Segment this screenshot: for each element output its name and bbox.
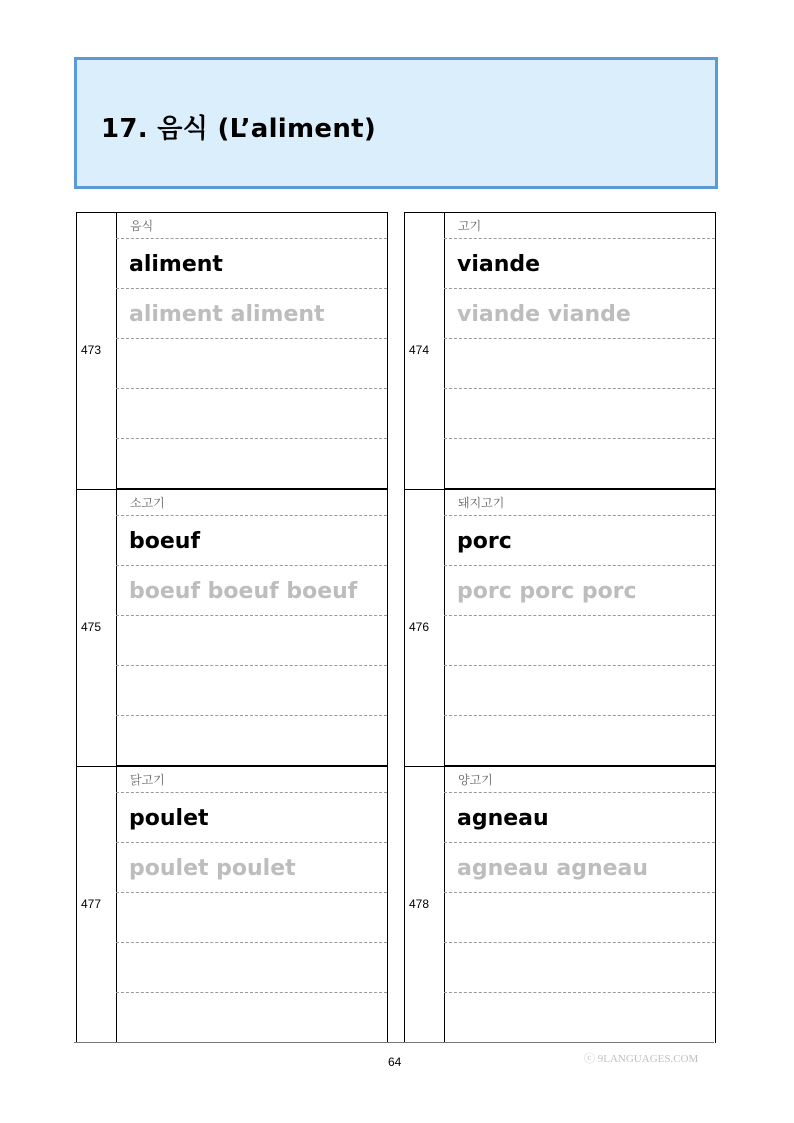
trace-row — [444, 843, 715, 893]
trace-row — [444, 289, 715, 339]
page-number: 64 — [388, 1055, 402, 1069]
vocab-card-474 — [404, 212, 716, 490]
french-word: boeuf — [129, 529, 201, 554]
practice-row — [444, 716, 715, 766]
korean-row — [116, 767, 387, 793]
trace-row — [444, 566, 715, 616]
word-row — [444, 516, 715, 566]
practice-row — [116, 616, 387, 666]
copyright-notice: ⓒ 9LANGUAGES.COM — [584, 1053, 699, 1065]
korean-word: 양고기 — [458, 773, 493, 787]
practice-row — [444, 439, 715, 489]
word-row — [116, 516, 387, 566]
trace-word: aliment aliment — [129, 302, 325, 327]
practice-row — [444, 666, 715, 716]
practice-row — [116, 666, 387, 716]
word-row — [116, 793, 387, 843]
korean-row — [116, 213, 387, 239]
entry-number-column — [404, 767, 445, 1043]
word-row — [444, 239, 715, 289]
practice-row — [116, 439, 387, 489]
writing-lines — [116, 767, 388, 1043]
french-word: porc — [457, 529, 512, 554]
trace-word: poulet poulet — [129, 856, 296, 881]
korean-row — [444, 767, 715, 793]
korean-row — [444, 213, 715, 239]
writing-lines — [116, 213, 388, 489]
korean-word: 음식 — [130, 219, 154, 233]
entry-number: 478 — [409, 897, 430, 911]
vocab-card-475 — [76, 489, 388, 767]
entry-number: 474 — [409, 343, 430, 357]
vocab-card-473 — [76, 212, 388, 490]
korean-word: 닭고기 — [130, 773, 165, 787]
writing-lines — [444, 490, 716, 766]
practice-row — [116, 716, 387, 766]
trace-row — [116, 843, 387, 893]
trace-word: boeuf boeuf boeuf — [129, 579, 358, 604]
french-word: poulet — [129, 806, 209, 831]
vocab-card-477 — [76, 766, 388, 1044]
korean-word: 고기 — [458, 219, 482, 233]
writing-lines — [444, 213, 716, 489]
vocab-card-476 — [404, 489, 716, 767]
chapter-title: 17. 음식 (L’aliment) — [101, 114, 377, 144]
practice-row — [116, 339, 387, 389]
entry-number: 477 — [81, 897, 102, 911]
trace-word: porc porc porc — [457, 579, 637, 604]
practice-row — [116, 943, 387, 993]
entry-number: 475 — [81, 620, 102, 634]
entry-number: 476 — [409, 620, 430, 634]
korean-word: 돼지고기 — [458, 496, 505, 510]
practice-row — [116, 993, 387, 1042]
practice-row — [444, 389, 715, 439]
practice-row — [116, 893, 387, 943]
practice-row — [444, 993, 715, 1042]
korean-word: 소고기 — [130, 496, 165, 510]
french-word: aliment — [129, 252, 223, 277]
vocab-card-478 — [404, 766, 716, 1044]
writing-lines — [116, 490, 388, 766]
practice-row — [444, 893, 715, 943]
entry-number-column — [76, 490, 117, 766]
trace-word: viande viande — [457, 302, 631, 327]
chapter-title-box — [74, 57, 718, 189]
entry-number-column — [76, 213, 117, 489]
korean-row — [116, 490, 387, 516]
page-bottom-rule — [74, 1042, 714, 1043]
word-row — [444, 793, 715, 843]
korean-row — [444, 490, 715, 516]
entry-number: 473 — [81, 343, 102, 357]
entry-number-column — [76, 767, 117, 1043]
writing-lines — [444, 767, 716, 1043]
practice-row — [444, 943, 715, 993]
trace-row — [116, 566, 387, 616]
entry-number-column — [404, 213, 445, 489]
practice-row — [116, 389, 387, 439]
french-word: agneau — [457, 806, 549, 831]
practice-row — [444, 339, 715, 389]
french-word: viande — [457, 252, 541, 277]
practice-row — [444, 616, 715, 666]
trace-row — [116, 289, 387, 339]
entry-number-column — [404, 490, 445, 766]
trace-word: agneau agneau — [457, 856, 649, 881]
word-row — [116, 239, 387, 289]
